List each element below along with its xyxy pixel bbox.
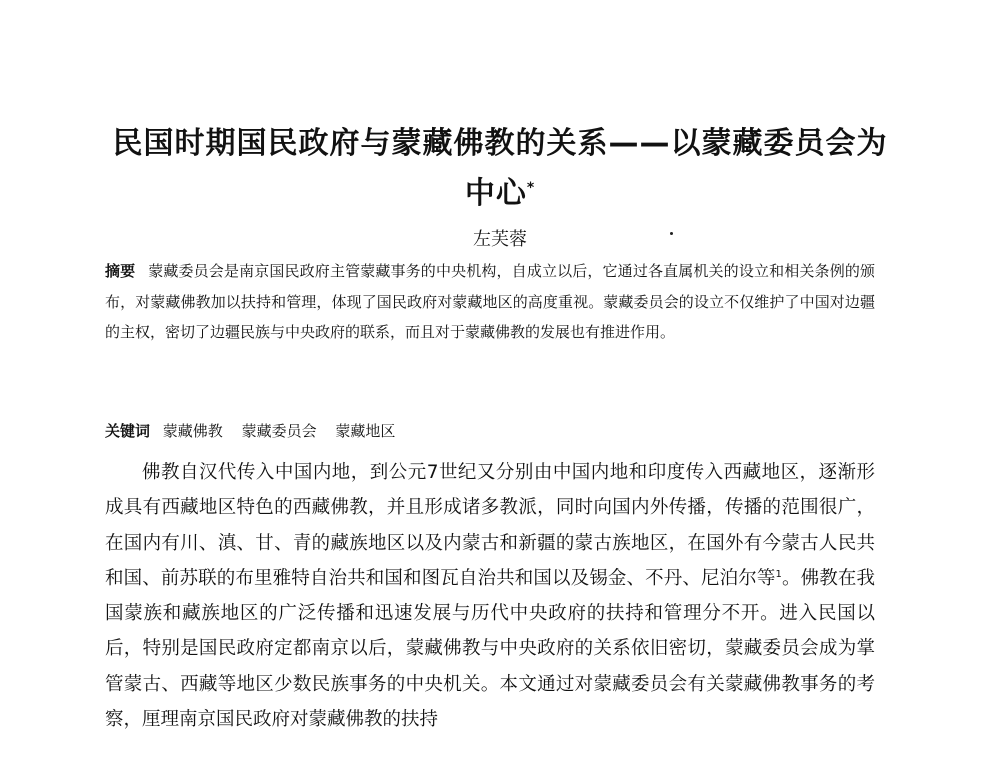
title-text-2: 中心 <box>464 176 527 211</box>
footnote-ref-1[interactable]: 1 <box>775 568 782 580</box>
paper-title-line-1 <box>80 118 920 162</box>
scan-speck <box>670 232 673 235</box>
keywords <box>105 420 875 441</box>
keyword-item: 蒙藏委员会 <box>241 422 317 440</box>
abstract <box>105 256 875 348</box>
paper-title-line-2 <box>80 168 920 212</box>
abstract-label: 摘要 <box>105 262 136 280</box>
body-text-part-2: 。佛教在我国蒙族和藏族地区的广泛传播和迅速发展与历代中央政府的扶持和管理分不开。进入民国以后，特别是国民政府定都南京以后，蒙藏佛教与中央政府的关系依旧密切，蒙藏委员会成为掌管蒙古、西藏等地区少数民族事务的中央机关。本文通过对蒙藏委员会有关蒙藏佛教事务的考察，厘理南京国民政府对蒙藏佛教的扶持 <box>105 567 875 731</box>
body-paragraph <box>105 455 875 737</box>
abstract-text: 蒙藏委员会是南京国民政府主管蒙藏事务的中央机构，自成立以后，它通过各直属机关的设立和相关条例的颁布，对蒙藏佛教加以扶持和管理，体现了国民政府对蒙藏地区的高度重视。蒙藏委员会的设立不仅维护了中国对边疆的主权，密切了边疆民族与中央政府的联系，而且对于蒙藏佛教的发展也有推进作用。 <box>105 262 875 341</box>
keywords-label: 关键词 <box>105 422 151 440</box>
body-text-part-1: 佛教自汉代传入中国内地，到公元7世纪又分别由中国内地和印度传入西藏地区，逐渐形成具有西藏地区特色的西藏佛教，并且形成诸多教派，同时向国内外传播，传播的范围很广，在国内有川、滇、甘、青的藏族地区以及内蒙古和新疆的蒙古族地区，在国外有今蒙古人民共和国、前苏联的布里雅特自治共和国和图瓦自治共和国以及锡金、不丹、尼泊尔等 <box>105 462 875 589</box>
keyword-item: 蒙藏地区 <box>335 422 396 440</box>
author-name: 左芙蓉 <box>473 229 527 250</box>
keyword-item: 蒙藏佛教 <box>162 422 223 440</box>
title-text-1: 民国时期国民政府与蒙藏佛教的关系——以蒙藏委员会为 <box>112 126 888 161</box>
title-footnote-mark[interactable]: * <box>526 180 536 196</box>
